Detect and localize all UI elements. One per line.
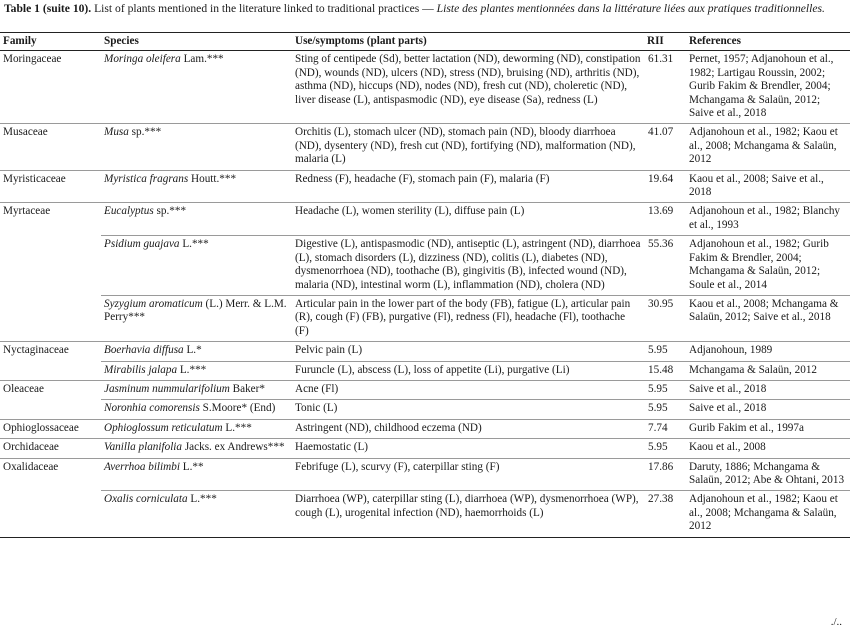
species-cell bbox=[101, 51, 292, 124]
species-name: Boerhavia diffusa bbox=[104, 344, 184, 357]
rii-cell: 13.69 bbox=[644, 203, 686, 236]
species-cell bbox=[101, 439, 292, 458]
family-cell: Oleaceae bbox=[0, 380, 101, 399]
table-row bbox=[0, 491, 850, 537]
family-cell: Nyctaginaceae bbox=[0, 342, 101, 361]
references-cell: Adjanohoun et al., 1982; Kaou et al., 2008; Mchangama & Salaün, 2012 bbox=[686, 124, 850, 170]
references-cell: Adjanohoun et al., 1982; Gurib Fakim & Brendler, 2004; Mchangama & Salaün, 2012; Soule et al., 2014 bbox=[686, 236, 850, 296]
species-authority: L.*** bbox=[177, 363, 207, 376]
references-cell: Pernet, 1957; Adjanohoun et al., 1982; Lartigau Roussin, 2002; Gurib Fakim & Brendler, 2004; Mchangama & Salaün, 2012; Saive et al., 2018 bbox=[686, 51, 850, 124]
header-row bbox=[0, 33, 850, 51]
species-name: Averrhoa bilimbi bbox=[104, 460, 180, 473]
table-row bbox=[0, 380, 850, 399]
species-authority: Jacks. ex Andrews*** bbox=[182, 441, 285, 454]
caption-label: Table 1 (suite 10). bbox=[4, 2, 92, 15]
species-cell bbox=[101, 419, 292, 438]
family-cell bbox=[0, 361, 101, 380]
family-cell bbox=[0, 236, 101, 296]
species-name: Jasminum nummularifolium bbox=[104, 382, 230, 395]
species-name: Ophioglossum reticulatum bbox=[104, 421, 223, 434]
species-name: Eucalyptus bbox=[104, 205, 154, 218]
species-authority: sp.*** bbox=[128, 126, 162, 139]
table-row bbox=[0, 419, 850, 438]
use-cell: Articular pain in the lower part of the body (FB), fatigue (L), articular pain (R), cough (F) (FB), purgative (Fl), redness (Fl), headache (Fl), toothache (F) bbox=[292, 295, 644, 341]
species-authority: L.*** bbox=[187, 493, 217, 506]
species-name: Moringa oleifera bbox=[104, 53, 181, 66]
use-cell: Astringent (ND), childhood eczema (ND) bbox=[292, 419, 644, 438]
table-row bbox=[0, 458, 850, 491]
table-row bbox=[0, 361, 850, 380]
table-row bbox=[0, 124, 850, 170]
rii-cell: 5.95 bbox=[644, 380, 686, 399]
family-cell bbox=[0, 491, 101, 537]
rii-cell: 5.95 bbox=[644, 400, 686, 419]
rii-cell: 41.07 bbox=[644, 124, 686, 170]
species-name: Vanilla planifolia bbox=[104, 441, 183, 454]
species-cell bbox=[101, 295, 292, 341]
header-family: Family bbox=[0, 33, 101, 51]
use-cell: Febrifuge (L), scurvy (F), caterpillar sting (F) bbox=[292, 458, 644, 491]
table-row bbox=[0, 203, 850, 236]
table-row bbox=[0, 51, 850, 124]
references-cell: Adjanohoun et al., 1982; Kaou et al., 2008; Mchangama & Salaün, 2012 bbox=[686, 491, 850, 537]
use-cell: Digestive (L), antispasmodic (ND), antiseptic (L), astringent (ND), diarrhoea (L), stomach disorders (L), dizziness (ND), colitis (L), diabetes (ND), dysmenorrhoea (ND), toothache (B), gingivitis (B), infected wound (ND), malaria (ND), intestinal worm (L), inflammation (ND), cholera (ND) bbox=[292, 236, 644, 296]
references-cell: Saive et al., 2018 bbox=[686, 400, 850, 419]
family-cell bbox=[0, 295, 101, 341]
rii-cell: 55.36 bbox=[644, 236, 686, 296]
rii-cell: 61.31 bbox=[644, 51, 686, 124]
continued-marker: ./.. bbox=[830, 616, 842, 628]
rii-cell: 15.48 bbox=[644, 361, 686, 380]
species-authority: L.*** bbox=[222, 421, 252, 434]
table-row bbox=[0, 439, 850, 458]
rii-cell: 27.38 bbox=[644, 491, 686, 537]
species-name: Psidium guajava bbox=[104, 238, 180, 251]
use-cell: Orchitis (L), stomach ulcer (ND), stomach pain (ND), bloody diarrhoea (ND), dysentery (ND), fresh cut (ND), fortifying (ND), malformation (ND), malaria (L) bbox=[292, 124, 644, 170]
rii-cell: 5.95 bbox=[644, 439, 686, 458]
family-cell: Myristicaceae bbox=[0, 170, 101, 203]
species-authority: L.* bbox=[183, 344, 202, 357]
species-name: Myristica fragrans bbox=[104, 172, 189, 185]
use-cell: Tonic (L) bbox=[292, 400, 644, 419]
species-authority: S.Moore* (End) bbox=[199, 402, 276, 415]
species-cell bbox=[101, 236, 292, 296]
family-cell: Orchidaceae bbox=[0, 439, 101, 458]
rii-cell: 17.86 bbox=[644, 458, 686, 491]
family-cell: Moringaceae bbox=[0, 51, 101, 124]
species-authority: Baker* bbox=[229, 382, 265, 395]
family-cell: Ophioglossaceae bbox=[0, 419, 101, 438]
family-cell: Oxalidaceae bbox=[0, 458, 101, 491]
rii-cell: 19.64 bbox=[644, 170, 686, 203]
table-row bbox=[0, 342, 850, 361]
rii-cell: 7.74 bbox=[644, 419, 686, 438]
table-row bbox=[0, 400, 850, 419]
species-authority: Houtt.*** bbox=[188, 172, 237, 185]
caption-french: Liste des plantes mentionnées dans la littérature liées aux pratiques traditionnelles. bbox=[436, 2, 825, 15]
references-cell: Kaou et al., 2008 bbox=[686, 439, 850, 458]
table-row bbox=[0, 295, 850, 341]
species-name: Syzygium aromaticum bbox=[104, 297, 203, 310]
use-cell: Acne (Fl) bbox=[292, 380, 644, 399]
family-cell: Musaceae bbox=[0, 124, 101, 170]
references-cell: Kaou et al., 2008; Saive et al., 2018 bbox=[686, 170, 850, 203]
use-cell: Pelvic pain (L) bbox=[292, 342, 644, 361]
references-cell: Saive et al., 2018 bbox=[686, 380, 850, 399]
species-authority: L.** bbox=[179, 460, 204, 473]
caption-english: List of plants mentioned in the literature linked to traditional practices — bbox=[94, 2, 434, 15]
species-cell bbox=[101, 203, 292, 236]
table-caption bbox=[4, 2, 846, 16]
use-cell: Redness (F), headache (F), stomach pain (F), malaria (F) bbox=[292, 170, 644, 203]
references-cell: Adjanohoun et al., 1982; Blanchy et al., 1993 bbox=[686, 203, 850, 236]
header-use: Use/symptoms (plant parts) bbox=[292, 33, 644, 51]
header-references: References bbox=[686, 33, 850, 51]
species-cell bbox=[101, 400, 292, 419]
use-cell: Sting of centipede (Sd), better lactation (ND), deworming (ND), constipation (ND), wounds (ND), ulcers (ND), stress (ND), bruising (ND), arthritis (ND), asthma (ND), hiccups (ND), nodes (ND), fresh cut (ND), choleretic (ND), liver disease (L), antispasmodic (ND), eye disease (Sa), redness (L) bbox=[292, 51, 644, 124]
header-species: Species bbox=[101, 33, 292, 51]
species-cell bbox=[101, 170, 292, 203]
table-row bbox=[0, 170, 850, 203]
species-cell bbox=[101, 458, 292, 491]
species-authority: L.*** bbox=[179, 238, 209, 251]
family-cell: Myrtaceae bbox=[0, 203, 101, 236]
rii-cell: 30.95 bbox=[644, 295, 686, 341]
plants-table bbox=[0, 32, 850, 538]
species-authority: (L.) Merr. & L.M. Perry*** bbox=[104, 297, 287, 324]
species-name: Noronhia comorensis bbox=[104, 402, 200, 415]
species-name: Musa bbox=[104, 126, 129, 139]
references-cell: Kaou et al., 2008; Mchangama & Salaün, 2012; Saive et al., 2018 bbox=[686, 295, 850, 341]
species-name: Mirabilis jalapa bbox=[104, 363, 178, 376]
species-authority: Lam.*** bbox=[180, 53, 224, 66]
references-cell: Daruty, 1886; Mchangama & Salaün, 2012; Abe & Ohtani, 2013 bbox=[686, 458, 850, 491]
species-cell bbox=[101, 491, 292, 537]
use-cell: Diarrhoea (WP), caterpillar sting (L), diarrhoea (WP), dysmenorrhoea (WP), cough (L), urogenital infection (ND), haemorrhoids (L) bbox=[292, 491, 644, 537]
species-cell bbox=[101, 380, 292, 399]
references-cell: Gurib Fakim et al., 1997a bbox=[686, 419, 850, 438]
table-row bbox=[0, 236, 850, 296]
species-cell bbox=[101, 342, 292, 361]
references-cell: Mchangama & Salaün, 2012 bbox=[686, 361, 850, 380]
species-name: Oxalis corniculata bbox=[104, 493, 188, 506]
species-cell bbox=[101, 361, 292, 380]
use-cell: Furuncle (L), abscess (L), loss of appetite (Li), purgative (Li) bbox=[292, 361, 644, 380]
use-cell: Haemostatic (L) bbox=[292, 439, 644, 458]
references-cell: Adjanohoun, 1989 bbox=[686, 342, 850, 361]
family-cell bbox=[0, 400, 101, 419]
use-cell: Headache (L), women sterility (L), diffuse pain (L) bbox=[292, 203, 644, 236]
rii-cell: 5.95 bbox=[644, 342, 686, 361]
species-cell bbox=[101, 124, 292, 170]
header-rii: RII bbox=[644, 33, 686, 51]
species-authority: sp.*** bbox=[153, 205, 187, 218]
